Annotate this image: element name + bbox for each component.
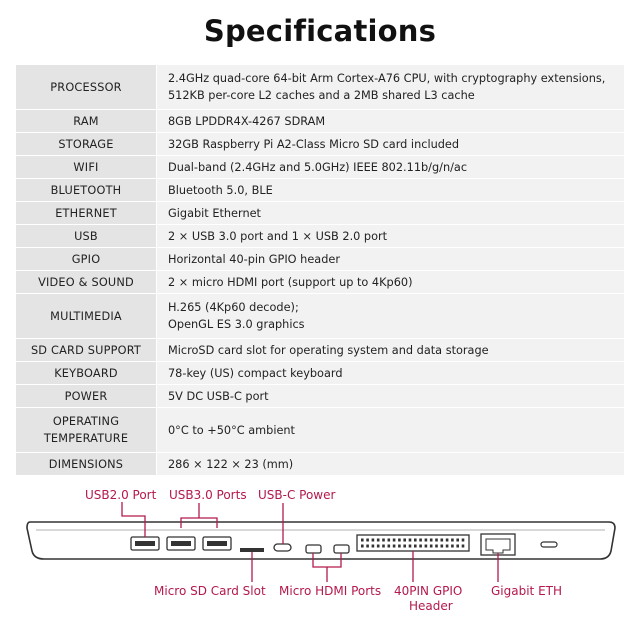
spec-value <box>157 179 625 202</box>
spec-label-line: VIDEO & SOUND <box>38 275 134 289</box>
status-led <box>541 542 557 547</box>
spec-label <box>16 339 157 362</box>
spec-value-line: H.265 (4Kp60 decode); <box>168 301 299 314</box>
gpio-pin <box>366 539 369 542</box>
spec-value-line: 2 × micro HDMI port (support up to 4Kp60) <box>168 275 413 289</box>
spec-label-line: KEYBOARD <box>54 366 118 380</box>
gpio-pin <box>382 545 385 548</box>
gpio-pin <box>462 545 465 548</box>
spec-value-line: Horizontal 40-pin GPIO header <box>168 252 340 266</box>
spec-label <box>16 65 157 110</box>
spec-row <box>16 65 625 110</box>
gpio-pin <box>377 545 380 548</box>
gpio-pin <box>361 545 364 548</box>
spec-row <box>16 271 625 294</box>
gpio-header <box>357 535 469 551</box>
gpio-pin <box>419 539 422 542</box>
spec-row <box>16 453 625 476</box>
spec-value-line: Gigabit Ethernet <box>168 206 261 220</box>
spec-label <box>16 225 157 248</box>
spec-value-line: 5V DC USB-C port <box>168 389 269 403</box>
spec-label-line: RAM <box>73 114 99 128</box>
eth-label: Gigabit ETH <box>491 584 563 598</box>
gpio-label-line2: Header <box>409 599 453 613</box>
spec-value-line: 286 × 122 × 23 (mm) <box>168 457 294 471</box>
spec-label <box>16 110 157 133</box>
spec-label-line: SD CARD SUPPORT <box>30 343 142 357</box>
gpio-pin <box>451 545 454 548</box>
spec-row <box>16 339 625 362</box>
gpio-pin <box>403 545 406 548</box>
gpio-pin <box>366 545 369 548</box>
usb3-port-2-tongue <box>207 541 227 546</box>
spec-value-line: 512KB per-core L2 caches and a 2MB shared L3 cache <box>168 89 475 102</box>
gpio-pin <box>456 539 459 542</box>
spec-label <box>16 385 157 408</box>
gpio-pin <box>446 545 449 548</box>
gpio-pin <box>409 539 412 542</box>
spec-label-line: MULTIMEDIA <box>50 309 122 323</box>
gpio-pin <box>441 539 444 542</box>
spec-row <box>16 225 625 248</box>
spec-label <box>16 248 157 271</box>
spec-value <box>157 271 625 294</box>
gpio-pin <box>388 545 391 548</box>
spec-value <box>157 65 625 110</box>
spec-row <box>16 248 625 271</box>
spec-value <box>157 294 625 339</box>
usb3-port-1-tongue <box>171 541 191 546</box>
usb2-label: USB2.0 Port <box>85 488 157 502</box>
gpio-pin <box>398 539 401 542</box>
gpio-pin <box>414 539 417 542</box>
spec-label-line: DIMENSIONS <box>48 457 124 471</box>
gpio-pin <box>425 539 428 542</box>
hdmi-port-1 <box>306 545 321 553</box>
spec-row <box>16 202 625 225</box>
gpio-pin <box>377 539 380 542</box>
spec-label <box>16 271 157 294</box>
spec-row <box>16 408 625 453</box>
hdmi-label: Micro HDMI Ports <box>279 584 382 598</box>
spec-value <box>157 362 625 385</box>
gpio-pin <box>414 545 417 548</box>
spec-label <box>16 179 157 202</box>
spec-value-line: 0°C to +50°C ambient <box>168 423 295 437</box>
spec-value <box>157 248 625 271</box>
spec-value-line: MicroSD card slot for operating system and data storage <box>168 343 489 357</box>
gpio-pin <box>393 545 396 548</box>
keyboard-port-diagram <box>0 478 640 628</box>
spec-value-line: 2.4GHz quad-core 64-bit Arm Cortex-A76 CPU, with cryptography extensions, <box>168 72 606 85</box>
spec-value-line: 8GB LPDDR4X-4267 SDRAM <box>168 114 326 128</box>
spec-label-line: STORAGE <box>58 137 114 151</box>
spec-value <box>157 453 625 476</box>
gpio-pin <box>388 539 391 542</box>
gpio-pin <box>435 539 438 542</box>
spec-label-line: ETHERNET <box>55 206 117 220</box>
spec-label-line: USB <box>74 229 98 243</box>
gpio-pin <box>462 539 465 542</box>
spec-label-line: TEMPERATURE <box>43 432 129 445</box>
spec-label-line: OPERATING <box>52 415 120 428</box>
spec-row <box>16 385 625 408</box>
spec-label-line: POWER <box>64 389 108 403</box>
gpio-pin <box>441 545 444 548</box>
sd-card-slot <box>240 548 264 552</box>
hdmi-port-2 <box>334 545 349 553</box>
spec-label <box>16 294 157 339</box>
gpio-pin <box>409 545 412 548</box>
spec-label <box>16 202 157 225</box>
sd-label: Micro SD Card Slot <box>154 584 266 598</box>
spec-value <box>157 133 625 156</box>
gpio-pin <box>398 545 401 548</box>
spec-label <box>16 156 157 179</box>
spec-row <box>16 179 625 202</box>
gpio-pin <box>361 539 364 542</box>
spec-row <box>16 156 625 179</box>
gpio-pin <box>435 545 438 548</box>
spec-value <box>157 110 625 133</box>
gpio-pin <box>372 539 375 542</box>
spec-value-line: OpenGL ES 3.0 graphics <box>168 318 305 331</box>
spec-value <box>157 408 625 453</box>
page-title: Specifications <box>203 14 437 48</box>
spec-row <box>16 294 625 339</box>
usbc-label: USB-C Power <box>258 488 336 502</box>
gpio-pin <box>446 539 449 542</box>
gpio-pin <box>393 539 396 542</box>
spec-label <box>16 408 157 453</box>
gpio-pin <box>430 545 433 548</box>
gpio-pin <box>456 545 459 548</box>
gpio-label-line1: 40PIN GPIO <box>394 584 463 598</box>
spec-value-line: 32GB Raspberry Pi A2-Class Micro SD card included <box>168 137 460 151</box>
gpio-pin <box>403 539 406 542</box>
spec-label-line: PROCESSOR <box>50 80 122 94</box>
spec-value <box>157 339 625 362</box>
spec-value <box>157 225 625 248</box>
spec-value <box>157 156 625 179</box>
usb2-port-tongue <box>135 541 155 546</box>
spec-label-line: GPIO <box>71 252 101 266</box>
spec-value-line: Dual-band (2.4GHz and 5.0GHz) IEEE 802.11b/g/n/ac <box>168 160 468 174</box>
gpio-pin <box>451 539 454 542</box>
device-outline <box>27 522 615 559</box>
spec-value-line: Bluetooth 5.0, BLE <box>168 183 273 197</box>
gpio-pin <box>430 539 433 542</box>
spec-label <box>16 453 157 476</box>
spec-label-line: WIFI <box>73 160 99 174</box>
spec-label <box>16 362 157 385</box>
spec-row <box>16 133 625 156</box>
usbc-port <box>274 544 291 551</box>
gpio-pin <box>425 545 428 548</box>
gpio-pin <box>382 539 385 542</box>
spec-label-line: BLUETOOTH <box>50 183 122 197</box>
spec-value-line: 78-key (US) compact keyboard <box>168 366 343 380</box>
spec-table <box>15 64 625 476</box>
spec-row <box>16 362 625 385</box>
spec-value <box>157 202 625 225</box>
usb3-label: USB3.0 Ports <box>169 488 247 502</box>
spec-row <box>16 110 625 133</box>
gpio-pin <box>419 545 422 548</box>
spec-label <box>16 133 157 156</box>
spec-value-line: 2 × USB 3.0 port and 1 × USB 2.0 port <box>168 229 388 243</box>
gpio-pin <box>372 545 375 548</box>
spec-value <box>157 385 625 408</box>
